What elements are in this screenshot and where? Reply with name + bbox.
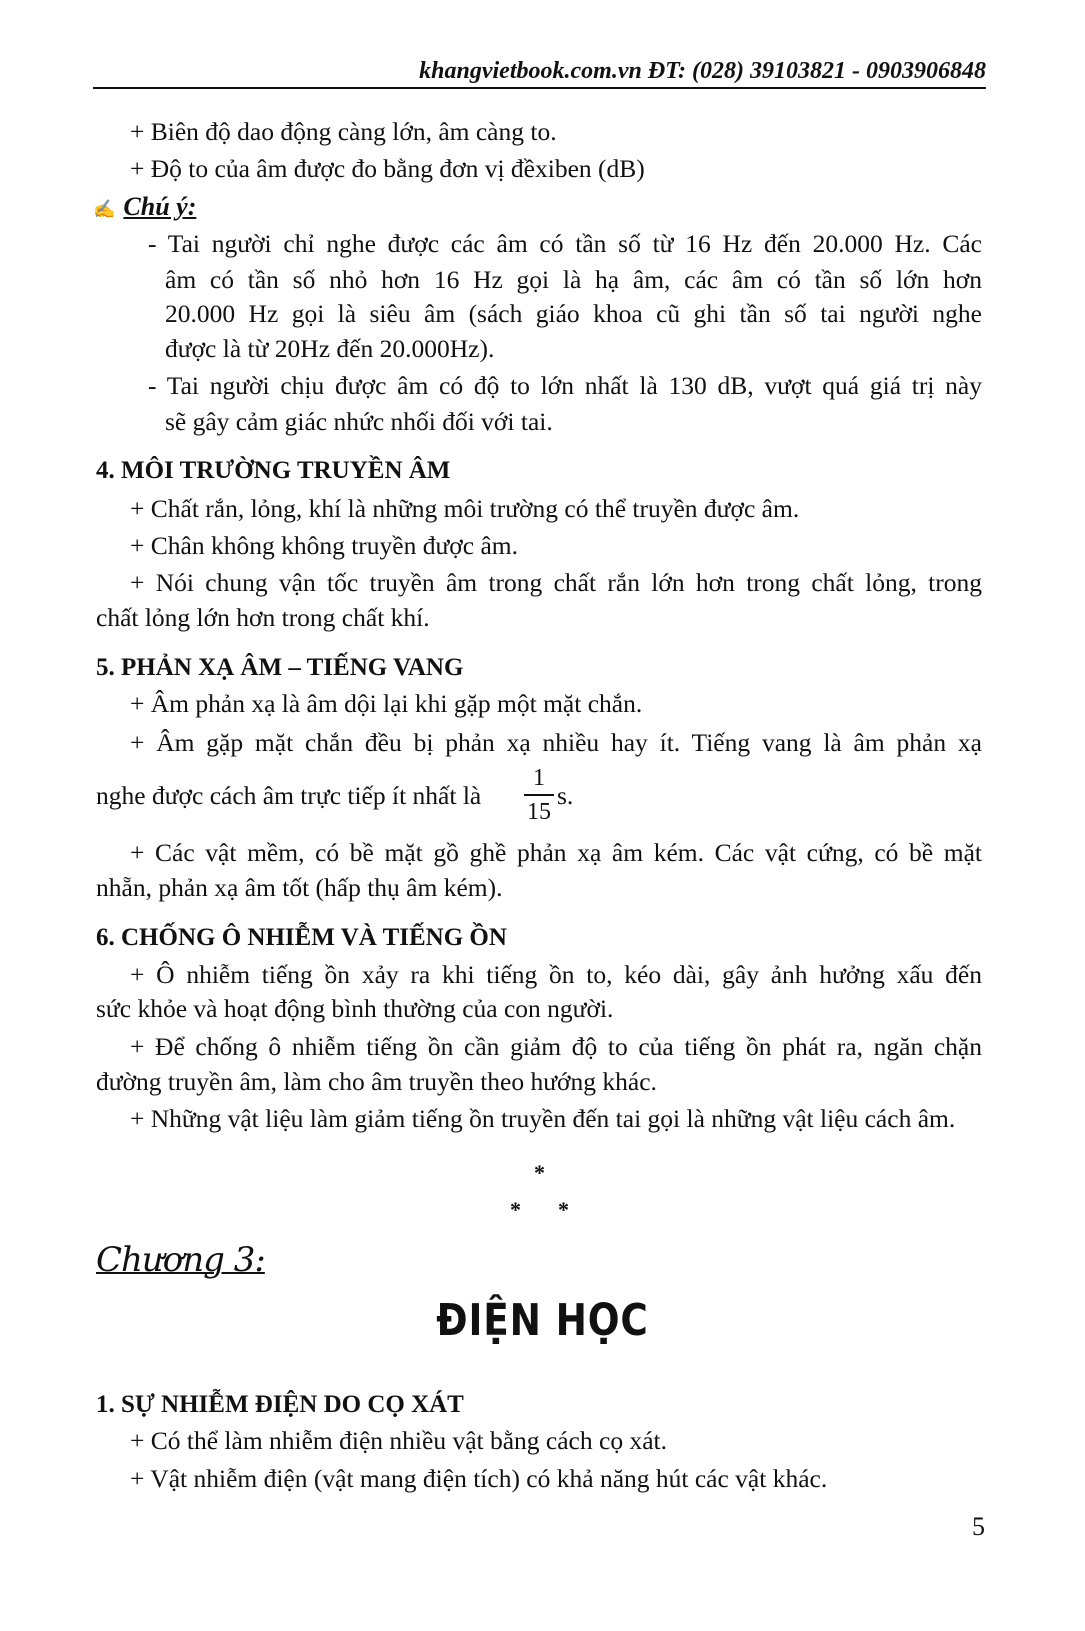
fraction-bar [524,794,554,796]
list-item: chất lỏng lớn hơn trong chất khí. [96,603,430,632]
list-item: + Độ to của âm được đo bằng đơn vị đềxiben (dB) [130,154,645,183]
page-header: khangvietbook.com.vn ĐT: (028) 39103821 - 0903906848 [419,58,986,84]
section-heading: 1. SỰ NHIỄM ĐIỆN DO CỌ XÁT [96,1391,464,1418]
chapter-label: Chương 3: [96,1240,265,1280]
list-item: + Âm gặp mặt chắn đều bị phản xạ nhiều hay ít. Tiếng vang là âm phản xạ [130,728,982,757]
note-line: 20.000 Hz gọi là siêu âm (sách giáo khoa cũ ghi tần số tai người nghe [165,299,982,328]
note-label [93,192,196,222]
page-number: 5 [972,1512,985,1541]
list-item: đường truyền âm, làm cho âm truyền theo hướng khác. [96,1067,657,1096]
list-item: + Nói chung vận tốc truyền âm trong chất rắn lớn hơn trong chất lỏng, trong [130,568,982,597]
list-item: + Biên độ dao động càng lớn, âm càng to. [130,117,557,146]
note-line: - Tai người chịu được âm có độ to lớn nhất là 130 dB, vượt quá giá trị này [148,371,982,400]
list-item: nhẵn, phản xạ âm tốt (hấp thụ âm kém). [96,873,503,902]
pen-writing-icon: ✍ [93,199,116,219]
list-item: + Để chống ô nhiễm tiếng ồn cần giảm độ to của tiếng ồn phát ra, ngăn chặn [130,1032,982,1061]
section-heading: 4. MÔI TRƯỜNG TRUYỀN ÂM [96,457,451,484]
list-item: sức khỏe và hoạt động bình thường của con người. [96,994,614,1023]
list-item: + Chân không không truyền được âm. [130,531,519,560]
separator-star: * [558,1197,569,1222]
note-label-text: Chú ý: [123,192,197,221]
list-item: nghe được cách âm trực tiếp ít nhất là [96,781,482,810]
list-item: + Âm phản xạ là âm dội lại khi gặp một mặt chắn. [130,689,643,718]
chapter-title: ĐIỆN HỌC [436,1295,649,1346]
list-item: + Vật nhiễm điện (vật mang điện tích) có khả năng hút các vật khác. [130,1464,828,1493]
fraction-numerator: 1 [533,765,545,791]
header-rule [93,87,986,89]
list-item: + Ô nhiễm tiếng ồn xảy ra khi tiếng ồn to, kéo dài, gây ảnh hưởng xấu đến [130,960,982,989]
section-heading: 6. CHỐNG Ô NHIỄM VÀ TIẾNG ỒN [96,924,507,951]
list-item: + Các vật mềm, có bề mặt gồ ghề phản xạ âm kém. Các vật cứng, có bề mặt [130,838,982,867]
list-item: + Những vật liệu làm giảm tiếng ồn truyền đến tai gọi là những vật liệu cách âm. [130,1104,956,1133]
fraction-unit: s. [557,781,574,810]
note-line: âm có tần số nhỏ hơn 16 Hz gọi là hạ âm, các âm có tần số lớn hơn [165,265,982,294]
separator-star: * [510,1197,521,1222]
fraction-denominator: 15 [527,798,551,825]
note-line: - Tai người chỉ nghe được các âm có tần số từ 16 Hz đến 20.000 Hz. Các [148,229,982,258]
section-heading: 5. PHẢN XẠ ÂM – TIẾNG VANG [96,654,464,681]
separator-star: * [534,1160,545,1185]
list-item: + Chất rắn, lỏng, khí là những môi trường có thể truyền được âm. [130,494,800,523]
fraction [524,764,554,826]
note-line: được là từ 20Hz đến 20.000Hz). [165,334,495,363]
list-item: + Có thể làm nhiễm điện nhiều vật bằng cách cọ xát. [130,1426,667,1455]
note-line: sẽ gây cảm giác nhức nhối đối với tai. [165,407,553,436]
